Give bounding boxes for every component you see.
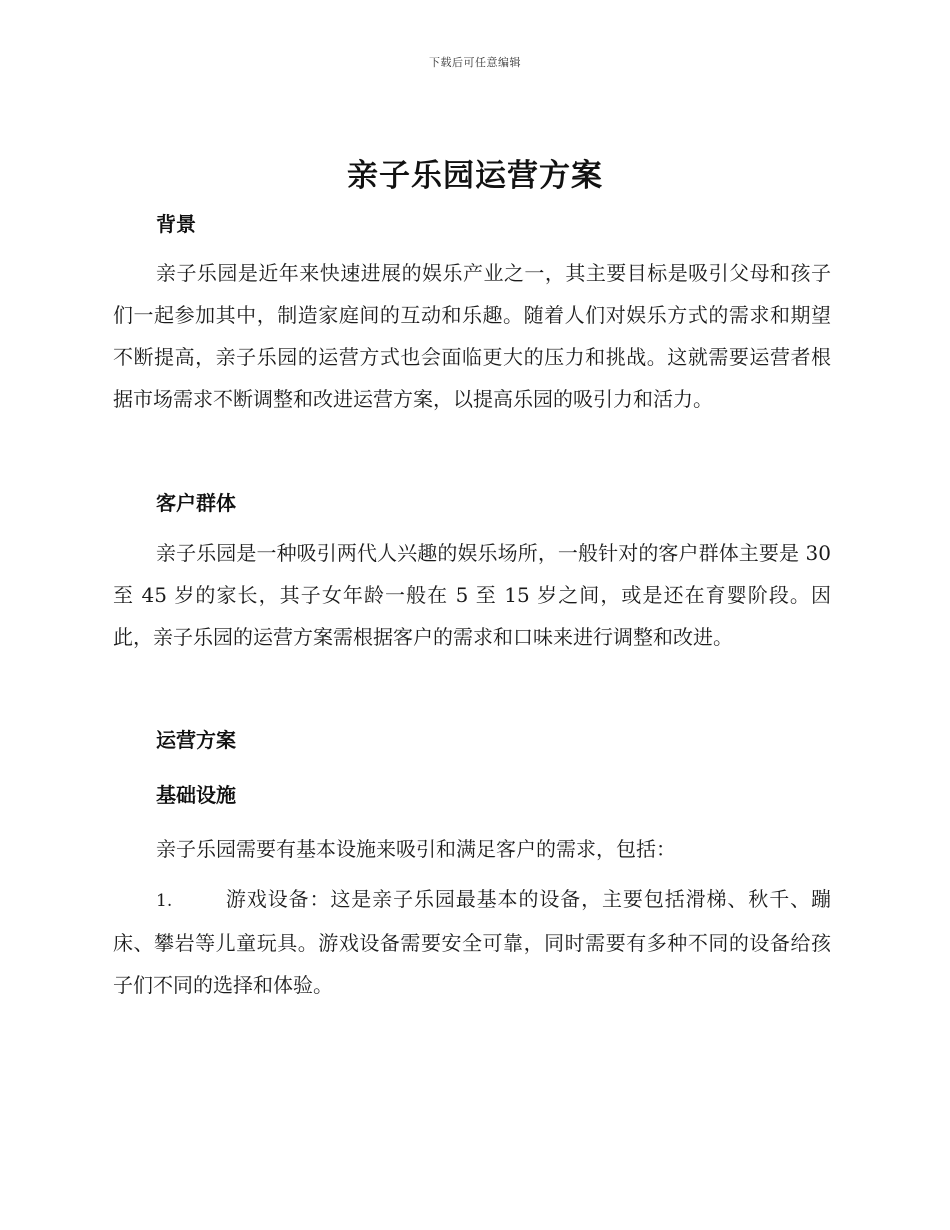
section-heading-customers: 客户群体 (156, 491, 236, 515)
list-item-text: 游戏设备：这是亲子乐园最基本的设备，主要包括滑梯、秋千、蹦床、攀岩等儿童玩具。游戏设备需要安全可靠，同时需要有多种不同的设备给孩子们不同的选择和体验。 (113, 887, 831, 997)
list-item-number: 1. (156, 891, 173, 911)
section-heading-facilities: 基础设施 (156, 783, 236, 807)
paragraph-customers: 亲子乐园是一种吸引两代人兴趣的娱乐场所，一般针对的客户群体主要是 30 至 45 岁的家长，其子女年龄一般在 5 至 15 岁之间，或是还在育婴阶段。因此，亲子乐园的运营方案需根据客户的需求和口味来进行调整和改进。 (113, 541, 831, 649)
section-heading-operations: 运营方案 (156, 728, 236, 752)
page-header-note: 下载后可任意编辑 (429, 56, 521, 69)
list-item (113, 878, 831, 1006)
document-title: 亲子乐园运营方案 (347, 158, 603, 194)
paragraph-facilities-intro: 亲子乐园需要有基本设施来吸引和满足客户的需求，包括： (156, 837, 676, 861)
paragraph-background: 亲子乐园是近年来快速进展的娱乐产业之一，其主要目标是吸引父母和孩子们一起参加其中，制造家庭间的互动和乐趣。随着人们对娱乐方式的需求和期望不断提高，亲子乐园的运营方式也会面临更大的压力和挑战。这就需要运营者根据市场需求不断调整和改进运营方案，以提高乐园的吸引力和活力。 (113, 261, 831, 411)
section-heading-background: 背景 (156, 212, 196, 236)
